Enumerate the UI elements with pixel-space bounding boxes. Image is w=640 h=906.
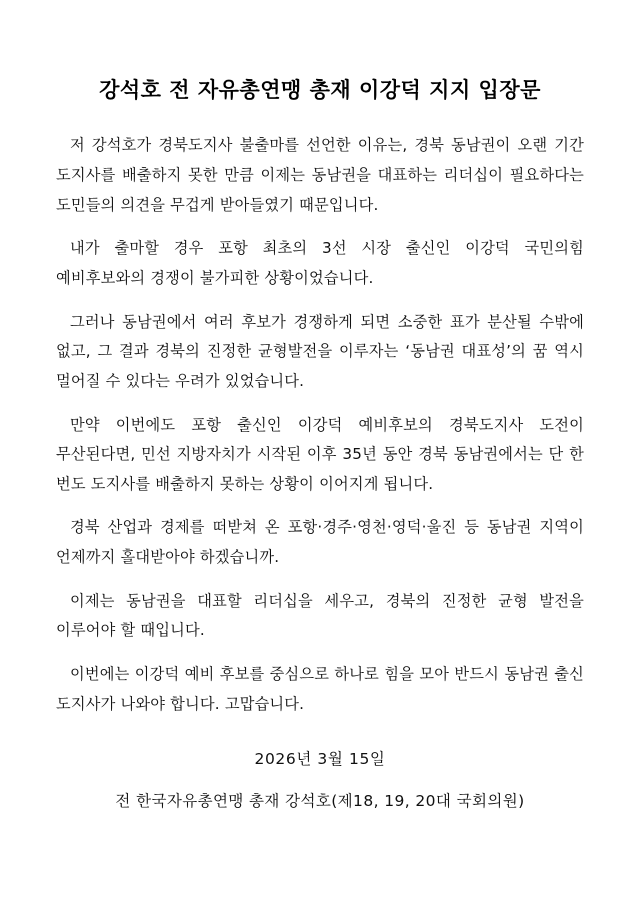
paragraph: 저 강석호가 경북도지사 불출마를 선언한 이유는, 경북 동남권이 오랜 기간 도지사를 배출하지 못한 만큼 이제는 동남권을 대표하는 리더십이 필요하다는 도민들의 의견을 무겁게 받아들였기 때문입니다. <box>56 136 584 214</box>
paragraph: 그러나 동남권에서 여러 후보가 경쟁하게 되면 소중한 표가 분산될 수밖에 없고, 그 결과 경북의 진정한 균형발전을 이루자는 ‘동남권 대표성’의 꿈 역시 멀어질 수 있다는 우려가 있었습니다. <box>56 312 584 390</box>
paragraph: 내가 출마할 경우 포항 최초의 3선 시장 출신인 이강덕 국민의힘 예비후보와의 경쟁이 불가피한 상황이었습니다. <box>56 239 584 287</box>
document-body <box>56 131 584 719</box>
paragraph: 이제는 동남권을 대표할 리더십을 세우고, 경북의 진정한 균형 발전을 이루어야 할 때입니다. <box>56 591 584 640</box>
signature-date: 2026년 3월 15일 <box>254 750 386 769</box>
paragraph: 이번에는 이강덕 예비 후보를 중심으로 하나로 힘을 모아 반드시 동남권 출신 도지사가 나와야 합니다. 고맙습니다. <box>56 665 584 713</box>
signature-name: 전 한국자유총연맹 총재 강석호(제18, 19, 20대 국회의원) <box>115 791 525 810</box>
signature-block <box>56 745 584 816</box>
paragraph: 경북 산업과 경제를 떠받쳐 온 포항·경주·영천·영덕·울진 등 동남권 지역이 언제까지 홀대받아야 하겠습니까. <box>56 518 584 567</box>
page-title: 강석호 전 자유총연맹 총재 이강덕 지지 입장문 <box>99 78 541 102</box>
paragraph: 만약 이번에도 포항 출신인 이강덕 예비후보의 경북도지사 도전이 무산된다면, 민선 지방자치가 시작된 이후 35년 동안 경북 동남권에서는 단 한 번도 도지사를 배출하지 못하는 상황이 이어지게 됩니다. <box>56 415 584 493</box>
